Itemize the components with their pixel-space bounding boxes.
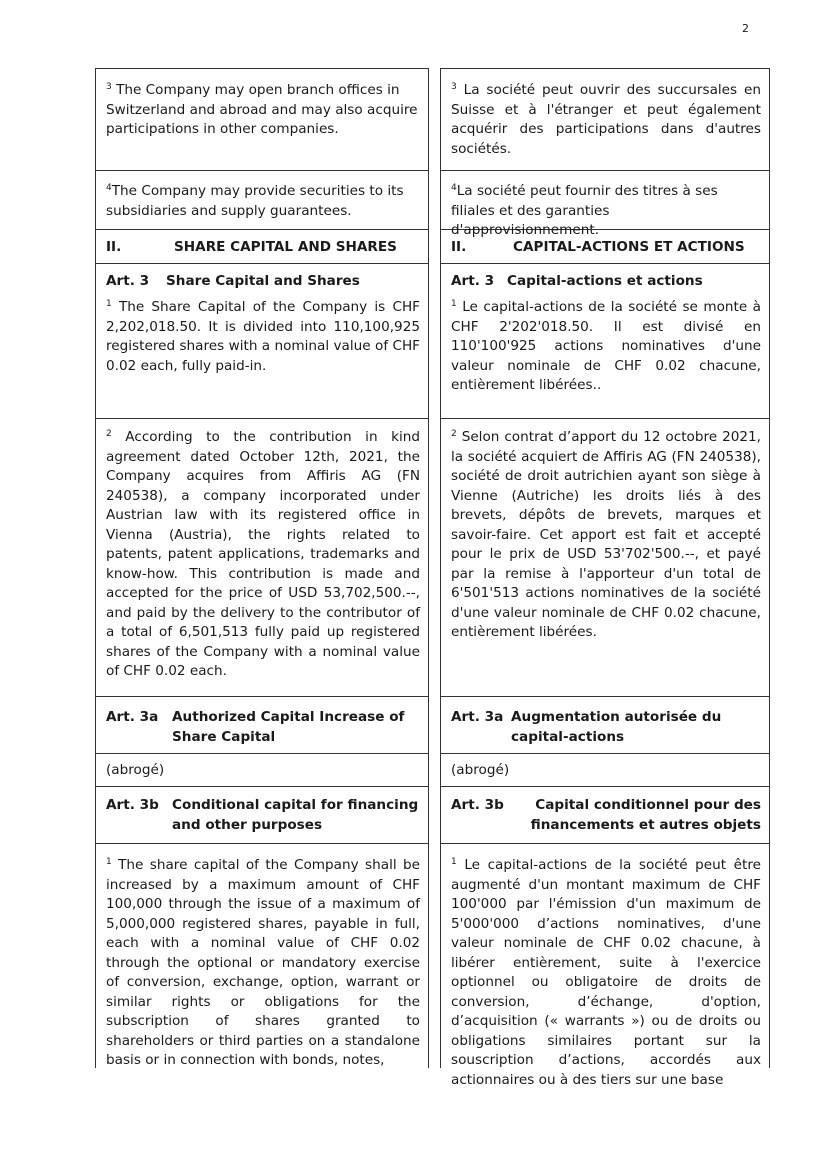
text-en-art3-p1: $^1$ The Share Capital of the Company is CHF 2,202,018.50. It is divided into 110,100,925 registered shares with a nominal value of CHF 0.02 each, fully paid-in. (106, 299, 420, 374)
row-art3 (95, 264, 770, 419)
heading-en-chapter2: II. SHARE CAPITAL AND SHARES (106, 239, 397, 255)
text-en-art3b-p1: $^1$ The share capital of the Company shall be increased by a maximum amount of CHF 100,000 through the issue of a maximum of 5,000,000 registered shares, payable in full, each with a nominal value of CHF 0.02 through the optional or mandatory exercise of conversion, exchange, option, warrant or similar rights or obligations for the subscription of shares granted to shareholders or third parties on a standalone basis or in connection with bonds, notes, (106, 857, 420, 1068)
text-en-art3a-body: (abrogé) (106, 762, 165, 778)
heading-fr-art3b: Art. 3b Capital conditionnel pour des financements et autres objets (451, 797, 761, 833)
row-branch-offices (95, 68, 770, 171)
cell-fr-chapter2 (440, 230, 770, 264)
text-fr-art3a-body: (abrogé) (451, 762, 510, 778)
text-en-art3-p2: $^2$ According to the contribution in kind agreement dated October 12th, 2021, the Company acquires from Affiris AG (FN 240538), a company incorporated under Austrian law with its registered office in Vienna (Austria), the rights related to patents, patent applications, trademarks and know-how. This contribution is made and accepted for the price of USD 53,702,500.--, and paid by the delivery to the contributor of a total of 6,501,513 fully paid up registered shares of the Company with a nominal value of CHF 0.02 each. (106, 429, 420, 679)
cell-fr-art3b-p1 (440, 844, 770, 1088)
heading-fr-art3: Art. 3 Capital-actions et actions (451, 273, 703, 289)
row-art3b-p1 (95, 844, 770, 1088)
cell-fr-art3a (440, 697, 770, 754)
cell-en-art3a (95, 697, 429, 754)
cell-en-securities (95, 171, 429, 230)
text-fr-branch: $^3$ La société peut ouvrir des succursales en Suisse et à l'étranger et peut également acquérir des participations dans d'autres sociétés. (451, 82, 761, 157)
text-fr-art3b-p1: $^1$ Le capital-actions de la société peut être augmenté d'un montant maximum de CHF 100'000 par l'émission d'un maximum de 5'000'000 d’actions nominatives, d'une valeur nominale de CHF 0.02 chacune, à libérer entièrement, suite à l'exercice optionnel ou obligatoire de droits de conversion, d’échange, d'option, d’acquisition (« warrants ») ou de droits ou obligations similaires portant sur la souscription d’actions, accordés aux actionnaires ou à des tiers sur une base (451, 857, 761, 1088)
page-number: 2 (742, 22, 749, 35)
cell-en-branch (95, 68, 429, 171)
heading-en-art3a: Art. 3a Authorized Capital Increase of Share Capital (106, 709, 405, 745)
cell-fr-art3-p2 (440, 419, 770, 697)
cell-en-art3a-body (95, 754, 429, 787)
cell-fr-art3b (440, 787, 770, 844)
text-en-securities: $^4$The Company may provide securities to its subsidiaries and supply guarantees. (106, 183, 404, 219)
row-chapter-2 (95, 230, 770, 264)
row-securities (95, 171, 770, 238)
cell-fr-art3a-body (440, 754, 770, 787)
heading-en-art3b: Art. 3b Conditional capital for financing and other purposes (106, 797, 419, 833)
text-en-branch: $^3$ The Company may open branch offices in Switzerland and abroad and may also acquire participations in other companies. (106, 82, 418, 137)
cell-fr-art3 (440, 264, 770, 419)
text-fr-securities: $^4$La société peut fournir des titres à ses filiales et des garanties d'approvisionnement. (451, 183, 718, 238)
cell-en-art3b (95, 787, 429, 844)
row-art3a-heading (95, 697, 770, 754)
heading-fr-art3a: Art. 3a Augmentation autorisée du capital-actions (451, 709, 722, 745)
cell-en-art3-p2 (95, 419, 429, 697)
cell-fr-securities (440, 171, 770, 238)
row-art3b-heading (95, 787, 770, 844)
row-art3-p2 (95, 419, 770, 697)
heading-fr-chapter2: II. CAPITAL-ACTIONS ET ACTIONS (451, 239, 745, 255)
bilingual-articles-table (95, 68, 770, 1088)
row-art3a-body (95, 754, 770, 787)
text-fr-art3-p2: $^2$ Selon contrat d’apport du 12 octobre 2021, la société acquiert de Affiris AG (FN 240538), société de droit autrichien ayant son siège à Vienne (Autriche) les droits liés à des brevets, dépôts de brevets, marques et savoir-faire. Cet apport est fait et accepté pour le prix de USD 53'702'500.--, et payé par la remise à l'apporteur d'un total de 6'501'513 actions nominatives de la société d'une valeur nominale de CHF 0.02 chacune, entièrement libérées. (451, 429, 761, 640)
cell-fr-branch (440, 68, 770, 171)
text-fr-art3-p1: $^1$ Le capital-actions de la société se monte à CHF 2'202'018.50. Il est divisé en 110'100'925 actions nominatives d'une valeur nominale de CHF 0.02 chacune, entièrement libérées.. (451, 299, 762, 393)
cell-en-chapter2 (95, 230, 429, 264)
cell-en-art3b-p1 (95, 844, 429, 1068)
heading-en-art3: Art. 3 Share Capital and Shares (106, 273, 360, 289)
cell-en-art3 (95, 264, 429, 419)
